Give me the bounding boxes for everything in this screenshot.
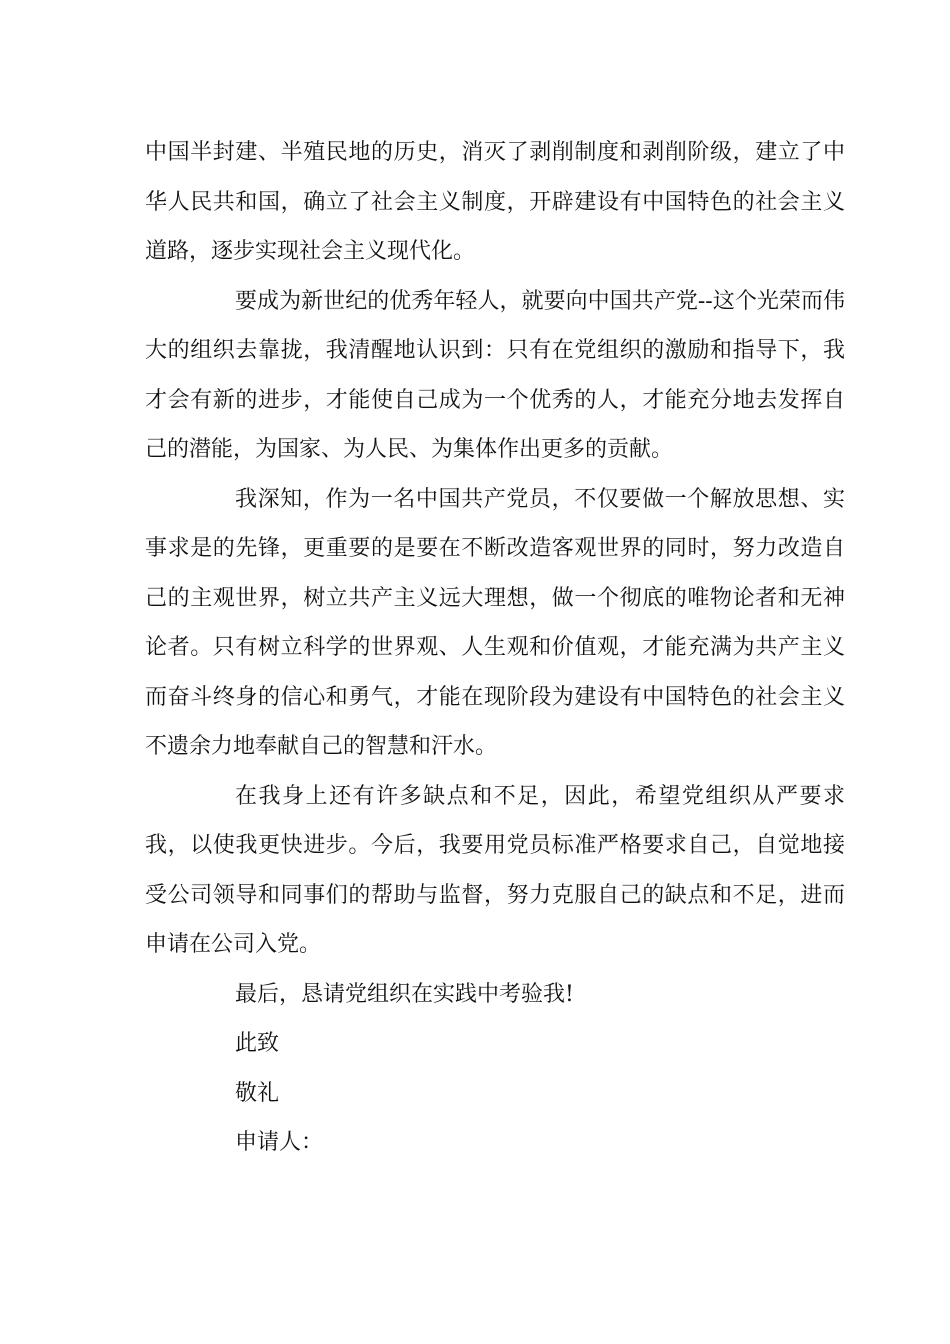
paragraph-4: 在我身上还有许多缺点和不足，因此，希望党组织从严要求我，以使我更快进步。今后，我要用党员标准严格要求自己，自觉地接受公司领导和同事们的帮助与监督，努力克服自己的缺点和不足，进而申请在公司入党。 [145, 783, 845, 957]
closing-request: 最后，恳请党组织在实践中考验我! [235, 981, 574, 1007]
paragraph-2: 要成为新世纪的优秀年轻人，就要向中国共产党--这个光荣而伟大的组织去靠拢，我清醒地认识到：只有在党组织的激励和指导下，我才会有新的进步，才能使自己成为一个优秀的人，才能充分地去发挥自己的潜能，为国家、为人民、为集体作出更多的贡献。 [145, 288, 845, 462]
salutation-cizhi: 此致 [235, 1031, 280, 1056]
letter-body [145, 128, 845, 1168]
salutation-jingli: 敬礼 [235, 1080, 280, 1106]
paragraph-3: 我深知，作为一名中国共产党员，不仅要做一个解放思想、实事求是的先锋，更重要的是要在不断改造客观世界的同时，努力改造自己的主观世界，树立共产主义远大理想，做一个彻底的唯物论者和无神论者。只有树立科学的世界观、人生观和价值观，才能充满为共产主义而奋斗终身的信心和勇气，才能在现阶段为建设有中国特色的社会主义不遗余力地奉献自己的智慧和汗水。 [145, 486, 845, 759]
paragraph-1: 中国半封建、半殖民地的历史，消灭了剥削制度和剥削阶级，建立了中华人民共和国，确立了社会主义制度，开辟建设有中国特色的社会主义道路，逐步实现社会主义现代化。 [145, 140, 845, 264]
applicant-label: 申请人： [235, 1130, 324, 1155]
